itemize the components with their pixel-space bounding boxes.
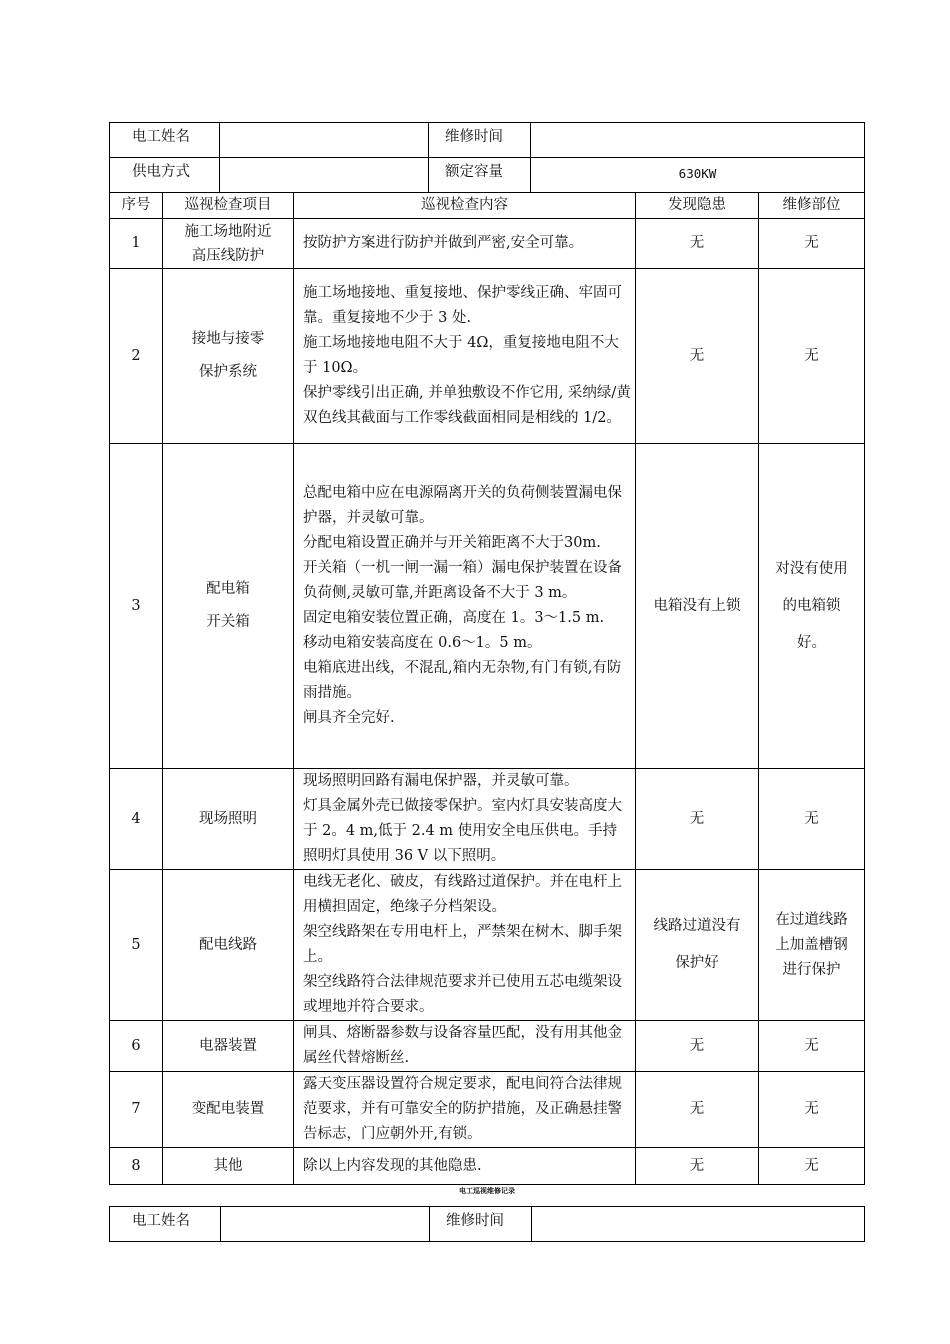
repair-part bbox=[759, 1148, 865, 1185]
row-number: 2 bbox=[110, 269, 163, 444]
inspection-content-line: 施工场地接地电阻不大于 4Ω，重复接地电阻不大于 10Ω。 bbox=[303, 335, 619, 376]
hazard-found bbox=[636, 219, 759, 269]
inspection-content-line: 总配电箱中应在电源隔离开关的负荷侧装置漏电保护器，并灵敏可靠。 bbox=[303, 485, 622, 526]
inspection-content-line: 电箱底进出线，不混乱,箱内无杂物,有门有锁,有防雨措施。 bbox=[303, 660, 622, 701]
power-supply-label: 供电方式 bbox=[110, 158, 220, 193]
row-number: 1 bbox=[110, 219, 163, 269]
repair-part-line: 无 bbox=[804, 1037, 819, 1054]
inspection-item bbox=[163, 1072, 294, 1148]
table-row bbox=[110, 444, 865, 769]
repair-time-label: 维修时间 bbox=[429, 123, 531, 158]
repair-part bbox=[759, 870, 865, 1021]
inspection-item bbox=[163, 269, 294, 444]
table-row bbox=[110, 1021, 865, 1072]
inspection-item-line: 保护系统 bbox=[199, 364, 257, 380]
inspection-item-line: 接地与接零 bbox=[191, 331, 265, 347]
repair-part-line: 无 bbox=[804, 810, 819, 827]
inspection-item-line: 电器装置 bbox=[199, 1037, 257, 1054]
inspection-item bbox=[163, 444, 294, 769]
hazard-found-line: 无 bbox=[689, 810, 705, 827]
inspection-content bbox=[294, 269, 636, 444]
electrician-name-label: 电工姓名 bbox=[110, 123, 220, 158]
inspection-content-line: 移动电箱安装高度在 0.6～1。5 m。 bbox=[303, 635, 542, 651]
inspection-item-line: 配电箱 bbox=[206, 581, 250, 597]
hazard-found-line: 电箱没有上锁 bbox=[653, 597, 741, 614]
inspection-content-line: 施工场地接地、重复接地、保护零线正确、牢固可靠。重复接地不少于 3 处. bbox=[303, 285, 622, 326]
inspection-content-line: 灯具金属外壳已做接零保护。室内灯具安装高度大于 2。4 m,低于 2.4 m 使用安全电压供电。手持照明灯具使用 36 V 以下照明。 bbox=[303, 798, 622, 864]
inspection-content-line: 电线无老化、破皮，有线路过道保护。并在电杆上用横担固定，绝缘子分档架设。 bbox=[303, 874, 622, 915]
inspection-item-line: 配电线路 bbox=[199, 936, 257, 953]
hazard-found bbox=[636, 1148, 759, 1185]
inspection-content bbox=[294, 1021, 636, 1072]
inspection-item bbox=[163, 1148, 294, 1185]
repair-part-line: 的电箱锁 bbox=[782, 597, 841, 614]
rated-capacity-value: 630KW bbox=[531, 158, 865, 193]
inspection-content bbox=[294, 444, 636, 769]
repair-part bbox=[759, 219, 865, 269]
inspection-item bbox=[163, 219, 294, 269]
inspection-item-line: 开关箱 bbox=[206, 614, 250, 630]
column-header-hazard: 发现隐患 bbox=[636, 193, 759, 219]
hazard-found-line: 线路过道没有 bbox=[653, 918, 741, 934]
hazard-found bbox=[636, 1072, 759, 1148]
column-header-item: 巡视检查项目 bbox=[163, 193, 294, 219]
inspection-content-line: 闸具、熔断器参数与设备容量匹配，没有用其他金属丝代替熔断丝. bbox=[303, 1025, 622, 1066]
record-caption: 电工巡视维修记录 bbox=[459, 1187, 515, 1195]
inspection-table bbox=[109, 192, 865, 1185]
repair-part-line: 好。 bbox=[797, 634, 826, 651]
table-row bbox=[110, 769, 865, 870]
inspection-content-line: 开关箱（一机一闸一漏一箱）漏电保护装置在设备负荷侧,灵敏可靠,并距离设备不大于 3 m。 bbox=[303, 560, 622, 601]
table-row bbox=[110, 870, 865, 1021]
inspection-item-line: 现场照明 bbox=[199, 810, 257, 827]
repair-part-line: 上加盖槽钢 bbox=[775, 936, 848, 953]
inspection-content-line: 保护零线引出正确, 并单独敷设不作它用, 采纳绿/黄双色线其截面与工作零线截面相同是相线的 1/2。 bbox=[303, 385, 631, 426]
row-number: 4 bbox=[110, 769, 163, 870]
inspection-content-line: 按防护方案进行防护并做到严密,安全可靠。 bbox=[303, 235, 584, 251]
inspection-item-line: 高压线防护 bbox=[191, 247, 265, 264]
table-row bbox=[110, 1072, 865, 1148]
second-repair-time-label: 维修时间 bbox=[430, 1207, 532, 1242]
row-number: 7 bbox=[110, 1072, 163, 1148]
inspection-content-line: 固定电箱安装位置正确，高度在 1。3～1.5 m. bbox=[303, 610, 605, 626]
table-row bbox=[110, 269, 865, 444]
hazard-found-line: 无 bbox=[689, 1101, 705, 1117]
table-row bbox=[110, 219, 865, 269]
power-supply-value[interactable] bbox=[220, 158, 429, 193]
column-header-content: 巡视检查内容 bbox=[294, 193, 636, 219]
repair-part-line: 无 bbox=[804, 1157, 819, 1174]
inspection-item bbox=[163, 769, 294, 870]
hazard-found-line: 无 bbox=[689, 1157, 705, 1174]
repair-part-line: 进行保护 bbox=[782, 961, 841, 978]
inspection-content-line: 架空线路架在专用电杆上，严禁架在树木、脚手架上。 bbox=[303, 924, 622, 965]
electrician-name-value[interactable] bbox=[220, 123, 429, 158]
hazard-found-line: 无 bbox=[689, 235, 705, 251]
inspection-content bbox=[294, 219, 636, 269]
inspection-item bbox=[163, 870, 294, 1021]
table-row bbox=[110, 1148, 865, 1185]
second-header-table bbox=[109, 1206, 865, 1242]
repair-part-line: 无 bbox=[804, 1101, 819, 1117]
hazard-found bbox=[636, 769, 759, 870]
repair-part bbox=[759, 1072, 865, 1148]
table-header-row bbox=[110, 193, 865, 219]
second-repair-time-value[interactable] bbox=[532, 1207, 865, 1242]
row-number: 6 bbox=[110, 1021, 163, 1072]
column-header-no: 序号 bbox=[110, 193, 163, 219]
hazard-found-line: 无 bbox=[689, 1037, 705, 1054]
inspection-item-line: 变配电装置 bbox=[191, 1101, 265, 1117]
inspection-content-line: 现场照明回路有漏电保护器，并灵敏可靠。 bbox=[303, 773, 579, 789]
header-table bbox=[109, 122, 865, 193]
inspection-content bbox=[294, 1072, 636, 1148]
inspection-item bbox=[163, 1021, 294, 1072]
second-electrician-name-label: 电工姓名 bbox=[110, 1207, 221, 1242]
inspection-content-line: 分配电箱设置正确并与开关箱距离不大于30m. bbox=[303, 535, 601, 551]
inspection-content-line: 露天变压器设置符合规定要求，配电间符合法律规范要求，并有可靠安全的防护措施，及正确悬挂警告标志，门应朝外开,有锁。 bbox=[303, 1076, 622, 1142]
hazard-found-line: 保护好 bbox=[675, 955, 719, 971]
rated-capacity-label: 额定容量 bbox=[429, 158, 531, 193]
hazard-found bbox=[636, 444, 759, 769]
repair-part bbox=[759, 444, 865, 769]
inspection-item-line: 其他 bbox=[213, 1157, 243, 1174]
inspection-content bbox=[294, 870, 636, 1021]
inspection-content bbox=[294, 1148, 636, 1185]
column-header-repair: 维修部位 bbox=[759, 193, 865, 219]
repair-time-value[interactable] bbox=[531, 123, 865, 158]
second-electrician-name-value[interactable] bbox=[221, 1207, 430, 1242]
inspection-content bbox=[294, 769, 636, 870]
row-number: 5 bbox=[110, 870, 163, 1021]
repair-part-line: 在过道线路 bbox=[775, 911, 848, 928]
row-number: 8 bbox=[110, 1148, 163, 1185]
inspection-content-line: 除以上内容发现的其他隐患. bbox=[303, 1157, 482, 1174]
hazard-found bbox=[636, 870, 759, 1021]
repair-part bbox=[759, 1021, 865, 1072]
hazard-found bbox=[636, 269, 759, 444]
hazard-found-line: 无 bbox=[689, 347, 705, 364]
repair-part bbox=[759, 769, 865, 870]
repair-part-line: 对没有使用 bbox=[775, 560, 848, 577]
repair-part bbox=[759, 269, 865, 444]
hazard-found bbox=[636, 1021, 759, 1072]
inspection-content-line: 闸具齐全完好. bbox=[303, 710, 395, 726]
repair-part-line: 无 bbox=[804, 347, 819, 364]
row-number: 3 bbox=[110, 444, 163, 769]
inspection-item-line: 施工场地附近 bbox=[184, 223, 272, 240]
inspection-content-line: 架空线路符合法律规范要求并已使用五芯电缆架设或埋地并符合要求。 bbox=[303, 974, 622, 1015]
repair-part-line: 无 bbox=[804, 235, 819, 251]
